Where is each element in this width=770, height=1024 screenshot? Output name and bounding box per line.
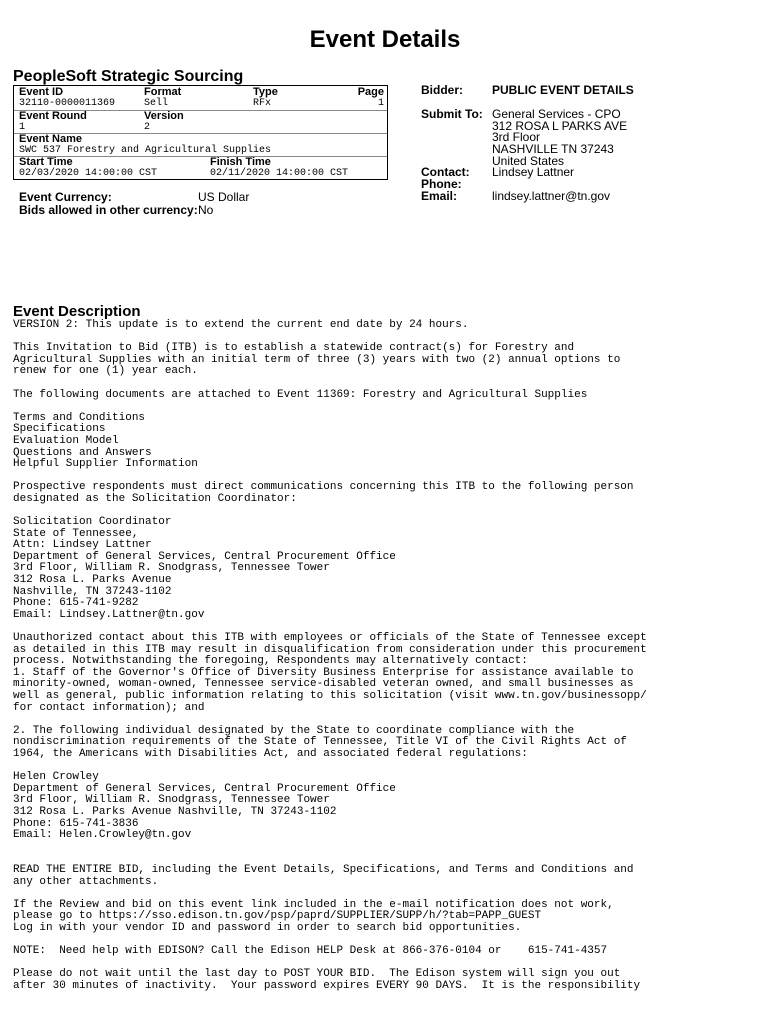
event-time-row <box>14 156 387 179</box>
address-line: 3rd Floor <box>492 130 541 145</box>
event-round-label: Event Round <box>19 110 87 122</box>
page-title: Event Details <box>309 26 461 53</box>
event-id-row <box>14 86 387 111</box>
event-name-value: SWC 537 Forestry and Agricultural Supplies <box>19 145 272 156</box>
format-label: Format <box>144 86 182 98</box>
currency-value: US Dollar <box>198 190 250 204</box>
event-round-value: 1 <box>19 122 26 133</box>
finish-time-label: Finish Time <box>210 156 271 168</box>
contact-label: Contact: <box>421 165 470 179</box>
event-name-row <box>14 133 387 157</box>
finish-time-value: 02/11/2020 14:00:00 CST <box>210 168 349 179</box>
event-id-label: Event ID <box>19 86 64 98</box>
start-time-value: 02/03/2020 14:00:00 CST <box>19 168 158 179</box>
submit-to-address <box>492 109 627 168</box>
address-line: 312 ROSA L PARKS AVE <box>492 118 628 133</box>
email-label: Email: <box>421 189 458 203</box>
organization-name: PeopleSoft Strategic Sourcing <box>13 68 244 85</box>
event-description-text: VERSION 2: This update is to extend the current end date by 24 hours. This Invitation to Bid (ITB) is to establish a statewide contract(s) for Forestry and Agricultural Supplies with an initial term of three (3) years with two (2) annual options to renew for one (1) year each. The following documents are attached to Event 11369: Forestry and Agricultural Supplies Terms and Conditions Specifications Evaluation Model Questions and Answers Helpful Supplier Information Prospective respondents must direct communications concerning this ITB to the following person designated as the Solicitation Coordinator: Solicitation Coordinator State of Tennessee, Attn: Lindsey Lattner Department of General Services, Central Procurement Office 3rd Floor, William R. Snodgrass, Tennessee Tower 312 Rosa L. Parks Avenue Nashville, TN 37243-1102 Phone: 615-741-9282 Email: Lindsey.Lattner@tn.gov Unauthorized contact about this ITB with employees or officials of the State of Tennessee except as detailed in this ITB may result in disqualification from consideration under this procurement process. Notwithstanding the foregoing, Respondents may alternatively contact: 1. Staff of the Governor's Office of Diversity Business Enterprise for assistance available to minority-owned, woman-owned, Tennessee service-disabled veteran owned, and small businesses as well as general, public information relating to this solicitation (visit www.tn.gov/businessopp/ for contact information); and 2. The following individual designated by the State to coordinate compliance with the nondiscrimination requirements of the State of Tennessee, Title VI of the Civil Rights Act of 1964, the Americans with Disabilities Act, and associated federal regulations: Helen Crowley Department of General Services, Central Procurement Office 3rd Floor, William R. Snodgrass, Tennessee Tower 312 Rosa L. Parks Avenue Nashville, TN 37243-1102 Phone: 615-741-3836 Email: Helen.Crowley@tn.gov READ THE ENTIRE BID, including the Event Details, Specifications, and Terms and Conditions and any other attachments. If the Review and bid on this event link included in the e-mail notification does not work, please go to https://sso.edison.tn.gov/psp/paprd/SUPPLIER/SUPP/h/?tab=PAPP_GUEST Log in with your vendor ID and password in order to search bid opportunities. NOTE: Need help with EDISON? Call the Edison HELP Desk at 866-376-0104 or 615-741-4357 Please do not wait until the last day to POST YOUR BID. The Edison system will sign you out after 30 minutes of inactivity. Your password expires EVERY 90 DAYS. It is the responsibility <box>13 319 647 992</box>
start-time-label: Start Time <box>19 156 73 168</box>
submit-to-label: Submit To: <box>421 107 483 121</box>
format-value: Sell <box>144 98 169 109</box>
bidder-value: PUBLIC EVENT DETAILS <box>492 83 634 97</box>
type-label: Type <box>253 86 278 98</box>
address-line: NASHVILLE TN 37243 <box>492 142 614 157</box>
event-id-value: 32110-0000011369 <box>19 98 116 109</box>
currency-label: Event Currency: <box>19 190 112 204</box>
version-value: 2 <box>144 122 151 133</box>
version-label: Version <box>144 110 184 122</box>
email-value: lindsey.lattner@tn.gov <box>492 189 611 203</box>
event-round-row <box>14 110 387 134</box>
type-value: RFx <box>253 98 272 109</box>
other-currency-value: No <box>198 203 214 217</box>
phone-label: Phone: <box>421 177 462 191</box>
bidder-label: Bidder: <box>421 83 463 97</box>
contact-value: Lindsey Lattner <box>492 165 575 179</box>
event-name-label: Event Name <box>19 133 82 145</box>
address-line: General Services - CPO <box>492 107 621 121</box>
address-line: United States <box>492 153 565 168</box>
page-label: Page <box>357 86 384 98</box>
event-description-heading: Event Description <box>13 303 141 320</box>
page-value: 1 <box>377 98 384 109</box>
event-info-box <box>13 85 388 180</box>
other-currency-label: Bids allowed in other currency: <box>19 203 198 217</box>
